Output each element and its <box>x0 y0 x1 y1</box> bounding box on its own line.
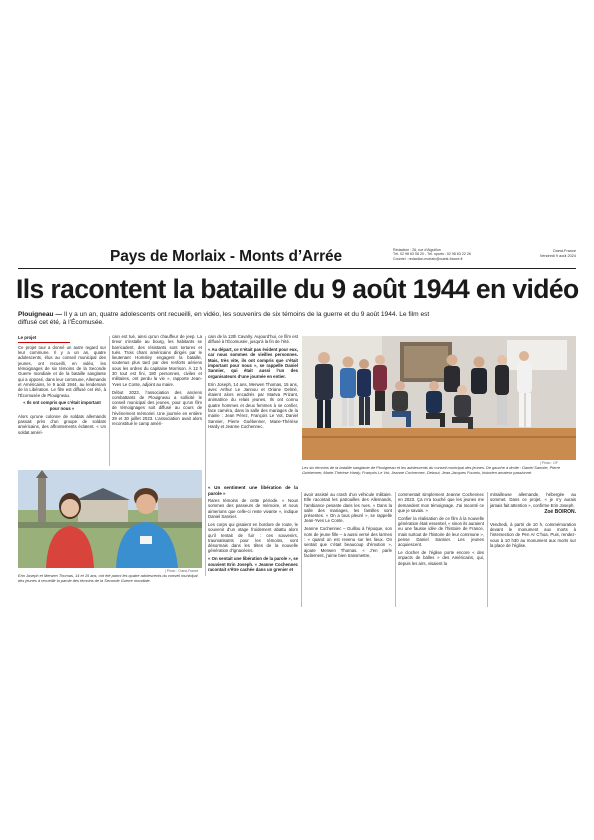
paragraph: cain est tué, ainsi qu’un chauffeur de jeep. La tireur s’installe au bourg, les habitants se barricadent, des résistants sont tortures et tués. Trois chars américains dirigés par le lieutenant Homsley engagent la bataille, soutenus plus tard par des renforts aériens sous les ordres du capitaine Morrison. À 12 h 30 tout est fini, 180 personnes, civiles et militaires, ont perdu la vie », rapporte Jean-Yves Le Conte, adjoint au maire. <box>112 334 202 387</box>
column-divider <box>487 492 488 607</box>
paragraph: mitrailleuse allemande, hébergée au sommet. Dans ce projet, « je n’y aurais jamais fait attention », confirme Erin Joseph. <box>490 492 576 508</box>
column-divider <box>395 492 396 607</box>
subhead-underline <box>18 342 70 343</box>
header-rule <box>18 268 576 269</box>
paragraph: Alors qu’une colonne de soldats allemands passait près d’un groupe de soldats américains, des affrontements éclatent. « Un soldat améri- <box>18 413 106 435</box>
group-photo <box>302 336 576 460</box>
paragraph: Erin Joseph, 14 ans, Merwen Thomas, 15 ans, avec Arthur Le Jannou et Oriane Delmé, étaient alors encadrés par Maëva Prizant, animatrice du relais jeunes. Ils ont connu quatre hommes et deux femmes à se confier, face caméra, dans la salle des mariages de la mairie : Jean Pérez, François Le Vot, Daniel Sannier, Pierre Guébenner, Marie-Thérèse Hardy et Jeanne Cochennec. <box>208 381 298 429</box>
paragraph: Début 2023, l’association des anciens combattants de Plouigneau a sollicité le conseil municipal des jeunes, pour qu’un film de témoignages soit diffusé au cours de l’événement mémoriel. Une journée en entière 29 et 30 juillet 2023. L’association avait alors reconstitué le camp améri- <box>112 389 202 427</box>
column-2 <box>112 334 202 429</box>
group-photo-caption: Les six témoins de la bataille sanglante de Plouigneau et les adolescents du conseil municipal des jeunes. De gauche à droite : Daniel Sannier, Pierre Guébenner, Marie-Thérèse Hardy, François Le Vot, Jeanne Cochennec, Debout, Jean-Jacques Fournis, historien amateur passionné. <box>302 465 561 475</box>
pull-quote: « Ils ont compris que c’était important pour nous » <box>23 400 101 411</box>
edition-info <box>522 249 576 258</box>
event-paragraph: Vendredi, à partir de 10 h, commémoration devant le monument aux morts à l’intersection de Pen Ar C’hoa. Puis, rendez-vous à 10 h30 au monument aux morts sur la place de l’église. <box>490 521 576 548</box>
section-title: Pays de Morlaix - Monts d’Arrée <box>110 248 343 265</box>
column-b1 <box>208 484 298 575</box>
quote-paragraph: « Au départ, ce n’était pas évident pour eux, car nous sommes de vieilles personnes. Mais, très vite, ils ont compris que c’était important pour nous », se rappelle Daniel Sannier, qui était aussi l’un des organisateurs d’une journée en entier. <box>208 347 298 379</box>
paragraph: Ce projet tour a donné un autre regard sur leur commune. Il y a un an, quatre adolescents, élus au conseil municipal des jeunes, ont recueilli, en vidéo, les témoignages de six témoins de la Seconde Guerre mondiale et de la bataille sanglante qui a opposé, dans leur commune, Allemands et Américains, le 9 août 1944, au lendemain de la Libération. Le film est diffusé cet été, à l’Écomusée de Plouigneau. <box>18 344 106 398</box>
teens-photo-image <box>18 470 202 568</box>
subhead-projet: Le projet <box>18 335 37 340</box>
column-divider <box>205 336 206 576</box>
dateline: Plouigneau — <box>18 311 62 318</box>
redaction-address: Rédaction : 26, rue d’Aiguillon <box>393 248 441 252</box>
paragraph: commentait simplement Jeanne Cochennec en 2023. Ça m’a touché que les jeunes me demandent mon témoignage. J’ai raconté ce que je savais. » <box>398 492 484 513</box>
paragraph: Le clocher de l’église porte encore « des impacts de balles » des Américains, qui, depuis les airs, visaient la <box>398 550 484 566</box>
author-signature: Zoé BOIRON. <box>544 509 576 516</box>
column-b4 <box>490 492 576 551</box>
paragraph: Rares témoins de cette période. « Nous sommes des passeurs de mémoire, et nous aimerions que celle-ci reste vivante », indique Daniel Sannier. <box>208 498 298 520</box>
group-photo-image <box>302 336 576 460</box>
subhead-liberation: « Un sentiment une libération de la parole » <box>208 485 298 496</box>
photo-credit: | Photo : OF <box>540 461 558 465</box>
redaction-email: Courriel : redaction.morlaix@ouest-france.fr <box>393 256 463 261</box>
redaction-phones: Tél. 02 98 63 08 20 - Tél. sports : 02 98 63 22 26 <box>393 252 471 257</box>
teens-photo-caption: Erin Joseph et Merwen Thomas, 14 et 15 ans, ont été parmi les quatre adolescents du conseil municipal des jeunes à recueillir la parole des témoins de la Seconde Guerre mondiale. <box>18 573 198 583</box>
redaction-info <box>393 248 513 261</box>
headline: Ils racontent la bataille du 9 août 1944 en vidéo <box>16 274 579 304</box>
edition-date: Vendredi 9 août 2024 <box>539 253 576 258</box>
column-1 <box>18 334 106 437</box>
paragraph: Les corps qui gisaient en bordure de route, le souvenir d’un otage froidement abattu alors qu’il tentait de fuir : ces souvenirs, traumatisants pour les témoins, sont désormais dans les têtes de la nouvelle génération d’ignacéens. <box>208 521 298 554</box>
edition-paper: Ouest-France <box>552 249 576 253</box>
paragraph: cain de la 13th Cavalry. Aujourd’hui, ce film est diffusé à l’Écomusée, jusqu’à la fin de l’été. <box>208 334 298 345</box>
column-3 <box>208 334 298 432</box>
paragraph: Confier la réalisation de ce film à la nouvelle génération était essentiel, « sinon ils auraient eu une fausse idée de l’histoire de France, mais surtout de l’histoire de leur commune », pense Daniel Sannier. Les jeunes acquiescent. <box>398 515 484 548</box>
column-divider <box>109 336 110 466</box>
teens-photo <box>18 470 202 568</box>
paragraph: Jeanne Cochennec – Guillou à l’époque, son nom de jeune fille – a aussi versé des larmes : « quand on est revenu sur les lieux. On sentait que c’était beaucoup d’émotion », ajoute Merwen Thomas. « J’en parle facilement, j’aime bien transmettre, <box>304 526 392 558</box>
column-b2 <box>304 492 392 561</box>
quote-paragraph: « On sentait une libération de la parole », se souvient Erin Joseph. « Jeanne Cochennec racontait s’être cachée dans un grenier et <box>208 556 298 572</box>
column-b3 <box>398 492 484 569</box>
lead-paragraph <box>18 311 448 327</box>
photo-credit-small: | Photo : Ouest-France <box>165 569 199 573</box>
lead-text: Il y a un an, quatre adolescents ont recueilli, en vidéo, les souvenirs de six témoins de la guerre et du 9 août 1944. Le film est diffusé cet été, à l’Écomusée. <box>18 311 430 327</box>
paragraph: avoir assisté au crash d’un véhicule militaire. Elle racontait les patrouilles des Allemands, l’ambiance pesante dans les rues. » Dans la salle des mariages, les familles sont présentes. « On a tous pleuré », se rappelle Jean-Yves Le Conte. <box>304 492 392 524</box>
column-divider <box>301 492 302 607</box>
